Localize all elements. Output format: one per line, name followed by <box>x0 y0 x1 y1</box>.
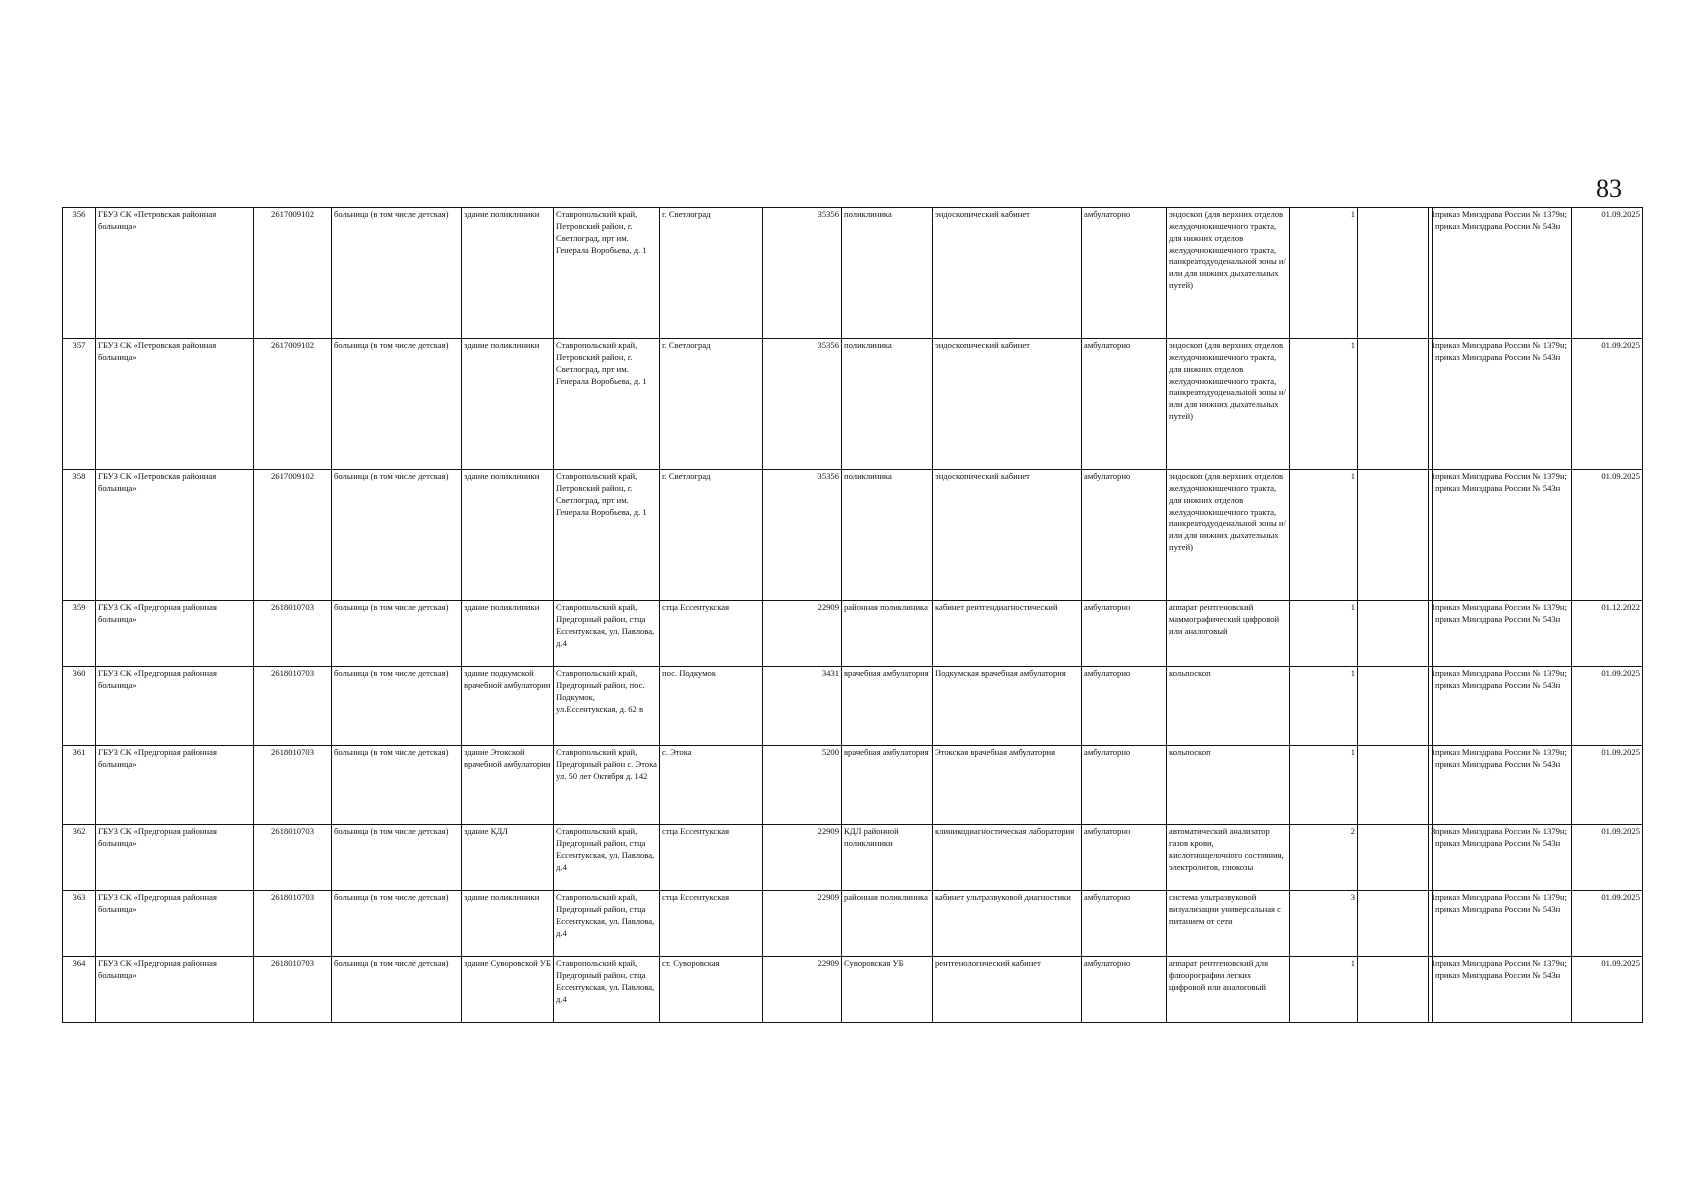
cabinet-name-cell: кабинет ультразвуковой диагностики <box>933 891 1082 957</box>
unit-name-cell: районная поликлиника <box>842 891 933 957</box>
legal-basis-cell: приказ Минздрава России № 1379н; приказ Минздрава России № 543н <box>1433 470 1572 601</box>
cabinet-name-cell: Этокская врачебная амбулатория <box>933 746 1082 825</box>
population-cell: 5200 <box>763 746 842 825</box>
address-cell: Ставропольский край, Предгорный район, стца Ессентукская, ул. Павлова, д.4 <box>554 825 660 891</box>
population-cell: 22909 <box>763 601 842 667</box>
population-cell: 3431 <box>763 667 842 746</box>
inn-code-cell: 2617009102 <box>254 470 332 601</box>
table-row <box>63 470 1643 601</box>
row-number-cell: 360 <box>63 667 96 746</box>
building-name-cell: здание Этокской врачебной амбулатории <box>462 746 554 825</box>
cabinet-name-cell: рентгенологический кабинет <box>933 957 1082 1023</box>
locality-cell: ст. Суворовская <box>660 957 763 1023</box>
unit-name-cell: Суворовская УБ <box>842 957 933 1023</box>
organization-name-cell: ГБУЗ СК «Петровская районная больница» <box>96 470 254 601</box>
cabinet-name-cell: эндоскопический кабинет <box>933 470 1082 601</box>
locality-cell: стца Ессентукская <box>660 825 763 891</box>
inn-code-cell: 2618010703 <box>254 957 332 1023</box>
date-cell: 01.09.2025 <box>1572 957 1643 1023</box>
building-name-cell: здание подкумской врачебной амбулатории <box>462 667 554 746</box>
inn-code-cell: 2618010703 <box>254 601 332 667</box>
quantity-needed-cell <box>1358 470 1429 601</box>
quantity-needed-cell <box>1358 339 1429 470</box>
care-form-cell: амбулаторно <box>1082 339 1167 470</box>
quantity-needed-cell <box>1358 957 1429 1023</box>
unit-name-cell: врачебная амбулатория <box>842 746 933 825</box>
care-form-cell: амбулаторно <box>1082 746 1167 825</box>
quantity-planned-cell: 1 <box>1429 891 1433 957</box>
date-cell: 01.09.2025 <box>1572 339 1643 470</box>
row-number-cell: 361 <box>63 746 96 825</box>
locality-cell: с. Этока <box>660 746 763 825</box>
inn-code-cell: 2617009102 <box>254 339 332 470</box>
quantity-needed-cell <box>1358 746 1429 825</box>
legal-basis-cell: приказ Минздрава России № 1379н; приказ Минздрава России № 543н <box>1433 339 1572 470</box>
building-name-cell: здание поликлиники <box>462 470 554 601</box>
locality-cell: г. Светлоград <box>660 470 763 601</box>
population-cell: 35356 <box>763 470 842 601</box>
building-name-cell: здание КДЛ <box>462 825 554 891</box>
date-cell: 01.09.2025 <box>1572 208 1643 339</box>
inn-code-cell: 2618010703 <box>254 667 332 746</box>
cabinet-name-cell: клиникодиагностическая лаборатория <box>933 825 1082 891</box>
organization-name-cell: ГБУЗ СК «Предгорная районная больница» <box>96 825 254 891</box>
equipment-name-cell: автоматический анализатор газов крови, кислотнощелочного состояния, электролитов, глюкозы <box>1167 825 1290 891</box>
date-cell: 01.09.2025 <box>1572 667 1643 746</box>
population-cell: 22909 <box>763 891 842 957</box>
address-cell: Ставропольский край, Предгорный район, стца Ессентукская, ул. Павлова, д.4 <box>554 601 660 667</box>
table-row <box>63 891 1643 957</box>
address-cell: Ставропольский край, Предгорный район, стца Ессентукская, ул. Павлова, д.4 <box>554 957 660 1023</box>
equipment-name-cell: кольпоскоп <box>1167 746 1290 825</box>
organization-type-cell: больница (в том числе детская) <box>332 208 462 339</box>
address-cell: Ставропольский край, Предгорный район, стца Ессентукская, ул. Павлова, д.4 <box>554 891 660 957</box>
quantity-available-cell: 1 <box>1290 601 1358 667</box>
date-cell: 01.09.2025 <box>1572 891 1643 957</box>
population-cell: 22909 <box>763 957 842 1023</box>
equipment-name-cell: кольпоскоп <box>1167 667 1290 746</box>
population-cell: 22909 <box>763 825 842 891</box>
building-name-cell: здание поликлиники <box>462 601 554 667</box>
table-row <box>63 825 1643 891</box>
unit-name-cell: КДЛ районной поликлиники <box>842 825 933 891</box>
inn-code-cell: 2618010703 <box>254 891 332 957</box>
quantity-available-cell: 3 <box>1290 891 1358 957</box>
quantity-available-cell: 1 <box>1290 746 1358 825</box>
organization-type-cell: больница (в том числе детская) <box>332 891 462 957</box>
unit-name-cell: районная поликлиника <box>842 601 933 667</box>
unit-name-cell: поликлиника <box>842 470 933 601</box>
quantity-planned-cell: 1 <box>1429 667 1433 746</box>
equipment-registry-table <box>62 207 1643 1023</box>
equipment-name-cell: аппарат рентгеновский для флюорографии легких цифровой или аналоговый <box>1167 957 1290 1023</box>
inn-code-cell: 2618010703 <box>254 825 332 891</box>
quantity-needed-cell <box>1358 891 1429 957</box>
building-name-cell: здание поликлиники <box>462 208 554 339</box>
quantity-planned-cell: 1 <box>1429 746 1433 825</box>
care-form-cell: амбулаторно <box>1082 208 1167 339</box>
locality-cell: пос. Подкумок <box>660 667 763 746</box>
locality-cell: стца Ессентукская <box>660 891 763 957</box>
table-row <box>63 601 1643 667</box>
page-number: 83 <box>1596 174 1622 203</box>
care-form-cell: амбулаторно <box>1082 601 1167 667</box>
locality-cell: стца Ессентукская <box>660 601 763 667</box>
cabinet-name-cell: кабинет рентгендиагностический <box>933 601 1082 667</box>
quantity-available-cell: 2 <box>1290 825 1358 891</box>
quantity-planned-cell: 1 <box>1429 470 1433 601</box>
address-cell: Ставропольский край, Петровский район, г. Светлоград, прт им. Генерала Воробьева, д. 1 <box>554 470 660 601</box>
row-number-cell: 359 <box>63 601 96 667</box>
quantity-needed-cell <box>1358 208 1429 339</box>
row-number-cell: 363 <box>63 891 96 957</box>
locality-cell: г. Светлоград <box>660 339 763 470</box>
equipment-name-cell: эндоскоп (для верхних отделов желудочнокишечного тракта, для нижних отделов желудочнокишечного тракта, панкреатодуоденальной зоны и/или для нижних дыхательных путей) <box>1167 470 1290 601</box>
care-form-cell: амбулаторно <box>1082 667 1167 746</box>
cabinet-name-cell: эндоскопический кабинет <box>933 339 1082 470</box>
organization-type-cell: больница (в том числе детская) <box>332 601 462 667</box>
care-form-cell: амбулаторно <box>1082 891 1167 957</box>
organization-type-cell: больница (в том числе детская) <box>332 746 462 825</box>
row-number-cell: 358 <box>63 470 96 601</box>
date-cell: 01.12.2022 <box>1572 601 1643 667</box>
quantity-planned-cell: 1 <box>1429 339 1433 470</box>
organization-type-cell: больница (в том числе детская) <box>332 825 462 891</box>
quantity-available-cell: 1 <box>1290 957 1358 1023</box>
organization-name-cell: ГБУЗ СК «Предгорная районная больница» <box>96 601 254 667</box>
organization-name-cell: ГБУЗ СК «Предгорная районная больница» <box>96 957 254 1023</box>
organization-type-cell: больница (в том числе детская) <box>332 470 462 601</box>
row-number-cell: 356 <box>63 208 96 339</box>
organization-name-cell: ГБУЗ СК «Петровская районная больница» <box>96 208 254 339</box>
table-row <box>63 339 1643 470</box>
date-cell: 01.09.2025 <box>1572 746 1643 825</box>
table-row <box>63 667 1643 746</box>
inn-code-cell: 2617009102 <box>254 208 332 339</box>
locality-cell: г. Светлоград <box>660 208 763 339</box>
building-name-cell: здание поликлиники <box>462 339 554 470</box>
legal-basis-cell: приказ Минздрава России № 1379н; приказ Минздрава России № 543н <box>1433 746 1572 825</box>
unit-name-cell: врачебная амбулатория <box>842 667 933 746</box>
equipment-name-cell: система ультразвуковой визуализации универсальная с питанием от сети <box>1167 891 1290 957</box>
address-cell: Ставропольский край, Предгорный район с. Этока ул. 50 лет Октября д. 142 <box>554 746 660 825</box>
address-cell: Ставропольский край, Петровский район, г. Светлоград, прт им. Генерала Воробьева, д. 1 <box>554 208 660 339</box>
row-number-cell: 362 <box>63 825 96 891</box>
quantity-available-cell: 1 <box>1290 208 1358 339</box>
quantity-planned-cell: 1 <box>1429 208 1433 339</box>
legal-basis-cell: приказ Минздрава России № 1379н; приказ Минздрава России № 543н <box>1433 667 1572 746</box>
organization-name-cell: ГБУЗ СК «Предгорная районная больница» <box>96 891 254 957</box>
organization-name-cell: ГБУЗ СК «Петровская районная больница» <box>96 339 254 470</box>
organization-type-cell: больница (в том числе детская) <box>332 667 462 746</box>
quantity-planned-cell: 1 <box>1429 957 1433 1023</box>
building-name-cell: здание поликлиники <box>462 891 554 957</box>
equipment-name-cell: эндоскоп (для верхних отделов желудочнокишечного тракта, для нижних отделов желудочнокишечного тракта, панкреатодуоденальной зоны и/или для нижних дыхательных путей) <box>1167 339 1290 470</box>
quantity-available-cell: 1 <box>1290 667 1358 746</box>
inn-code-cell: 2618010703 <box>254 746 332 825</box>
care-form-cell: амбулаторно <box>1082 825 1167 891</box>
quantity-needed-cell <box>1358 667 1429 746</box>
legal-basis-cell: приказ Минздрава России № 1379н; приказ Минздрава России № 543н <box>1433 601 1572 667</box>
row-number-cell: 357 <box>63 339 96 470</box>
date-cell: 01.09.2025 <box>1572 825 1643 891</box>
care-form-cell: амбулаторно <box>1082 957 1167 1023</box>
table-row <box>63 746 1643 825</box>
care-form-cell: амбулаторно <box>1082 470 1167 601</box>
quantity-planned-cell: 1 <box>1429 601 1433 667</box>
quantity-planned-cell: 3 <box>1429 825 1433 891</box>
registry-body <box>63 208 1643 1023</box>
equipment-name-cell: эндоскоп (для верхних отделов желудочнокишечного тракта, для нижних отделов желудочнокишечного тракта, панкреатодуоденальной зоны и/или для нижних дыхательных путей) <box>1167 208 1290 339</box>
organization-name-cell: ГБУЗ СК «Предгорная районная больница» <box>96 746 254 825</box>
cabinet-name-cell: Подкумская врачебная амбулатория <box>933 667 1082 746</box>
quantity-needed-cell <box>1358 825 1429 891</box>
address-cell: Ставропольский край, Петровский район, г. Светлоград, прт им. Генерала Воробьева, д. 1 <box>554 339 660 470</box>
organization-name-cell: ГБУЗ СК «Предгорная районная больница» <box>96 667 254 746</box>
quantity-needed-cell <box>1358 601 1429 667</box>
legal-basis-cell: приказ Минздрава России № 1379н; приказ Минздрава России № 543н <box>1433 957 1572 1023</box>
table-row <box>63 957 1643 1023</box>
quantity-available-cell: 1 <box>1290 339 1358 470</box>
organization-type-cell: больница (в том числе детская) <box>332 339 462 470</box>
unit-name-cell: поликлиника <box>842 339 933 470</box>
population-cell: 35356 <box>763 208 842 339</box>
address-cell: Ставропольский край, Предгорный район, пос. Подкумок, ул.Ессентукская, д. 62 в <box>554 667 660 746</box>
unit-name-cell: поликлиника <box>842 208 933 339</box>
legal-basis-cell: приказ Минздрава России № 1379н; приказ Минздрава России № 543н <box>1433 891 1572 957</box>
legal-basis-cell: приказ Минздрава России № 1379н; приказ Минздрава России № 543н <box>1433 208 1572 339</box>
cabinet-name-cell: эндоскопический кабинет <box>933 208 1082 339</box>
quantity-available-cell: 1 <box>1290 470 1358 601</box>
row-number-cell: 364 <box>63 957 96 1023</box>
building-name-cell: здание Суворовской УБ <box>462 957 554 1023</box>
date-cell: 01.09.2025 <box>1572 470 1643 601</box>
legal-basis-cell: приказ Минздрава России № 1379н; приказ Минздрава России № 543н <box>1433 825 1572 891</box>
table-row <box>63 208 1643 339</box>
equipment-name-cell: аппарат рентгеновский маммографический цифровой или аналоговый <box>1167 601 1290 667</box>
organization-type-cell: больница (в том числе детская) <box>332 957 462 1023</box>
population-cell: 35356 <box>763 339 842 470</box>
